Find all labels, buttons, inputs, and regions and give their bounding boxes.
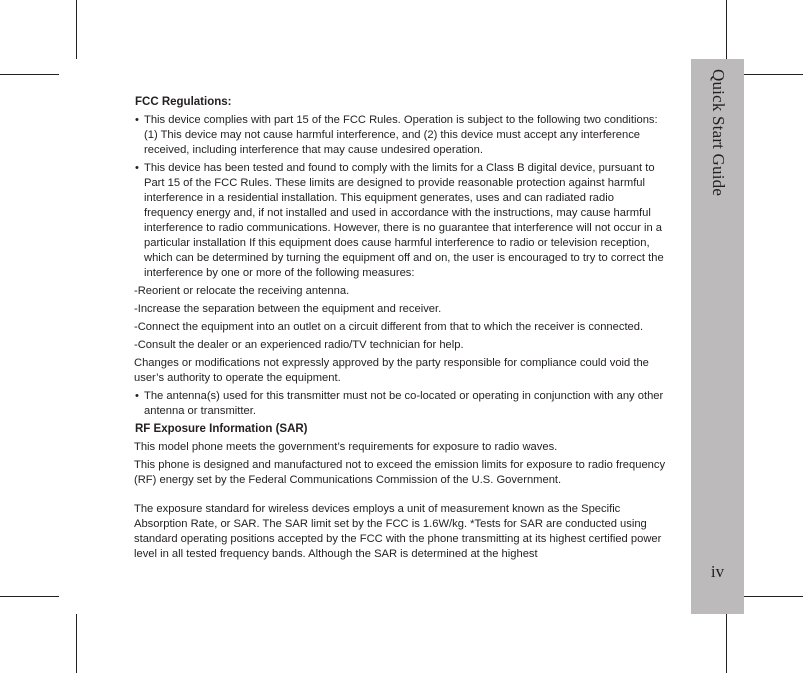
crop-mark-bottom-left	[76, 614, 77, 673]
crop-mark-left-bottom	[0, 596, 59, 597]
sar-paragraph-1: This model phone meets the government’s requirements for exposure to radio waves.	[134, 441, 558, 453]
fcc-bullet-1-text: This device complies with part 15 of the FCC Rules. Operation is subject to the following two conditions: (1) This device may not cause harmful interference, and (2) this device must accept any interference received, including interference that may cause undesired operation.	[144, 114, 658, 156]
crop-mark-bottom-right	[726, 614, 727, 673]
fcc-changes-note: Changes or modifications not expressly approved by the party responsible for compliance could void the user’s authority to operate the equipment.	[134, 357, 649, 384]
sar-paragraph-2: This phone is designed and manufactured not to exceed the emission limits for exposure to radio frequency (RF) energy set by the Federal Communications Commission of the U.S. Government.	[134, 459, 666, 486]
paragraph-spacer	[134, 491, 666, 502]
bullet-dot: •	[135, 114, 139, 126]
page-number: iv	[710, 562, 725, 581]
fcc-bullet-2	[134, 161, 666, 281]
fcc-heading: FCC Regulations:	[135, 96, 232, 108]
bullet-dot: •	[135, 390, 139, 402]
fcc-measure-4: -Consult the dealer or an experienced radio/TV technician for help.	[134, 339, 464, 351]
side-tab	[691, 59, 744, 614]
fcc-bullet-1	[134, 113, 666, 158]
crop-mark-left-top	[0, 74, 59, 75]
side-tab-title: Quick Start Guide	[708, 69, 728, 197]
bullet-dot: •	[135, 162, 139, 174]
crop-mark-top-left	[76, 0, 77, 59]
fcc-measure-1: -Reorient or relocate the receiving antenna.	[134, 285, 350, 297]
fcc-measure-2: -Increase the separation between the equipment and receiver.	[134, 303, 442, 315]
fcc-bullet-3-text: The antenna(s) used for this transmitter must not be co-located or operating in conjunction with any other antenna or transmitter.	[144, 390, 664, 417]
fcc-measure-3: -Connect the equipment into an outlet on a circuit different from that to which the receiver is connected.	[134, 321, 644, 333]
crop-mark-top-right	[726, 0, 727, 59]
fcc-bullet-2-text: This device has been tested and found to comply with the limits for a Class B digital device, pursuant to Part 15 of the FCC Rules. These limits are designed to provide reasonable protection against harmful interference in a residential installation. This equipment generates, uses and can radiated radio frequency energy and, if not installed and used in accordance with the instructions, may cause harmful interference to radio communications. However, there is no guarantee that interference will not occur in a particular installation If this equipment does cause harmful interference to radio or television reception, which can be determined by turning the equipment off and on, the user is encouraged to try to correct the interference by one or more of the following measures:	[144, 162, 664, 279]
fcc-bullet-3	[134, 389, 666, 419]
sar-paragraph-3: The exposure standard for wireless devices employs a unit of measurement known as the Specific Absorption Rate, or SAR. The SAR limit set by the FCC is 1.6W/kg. *Tests for SAR are conducted using standard operating positions accepted by the FCC with the phone transmitting at its highest certified power level in all tested frequency bands. Although the SAR is determined at the highest	[134, 503, 662, 560]
page-content	[134, 95, 666, 565]
crop-mark-right-top	[744, 74, 803, 75]
sar-heading: RF Exposure Information (SAR)	[135, 423, 308, 435]
crop-mark-right-bottom	[744, 596, 803, 597]
